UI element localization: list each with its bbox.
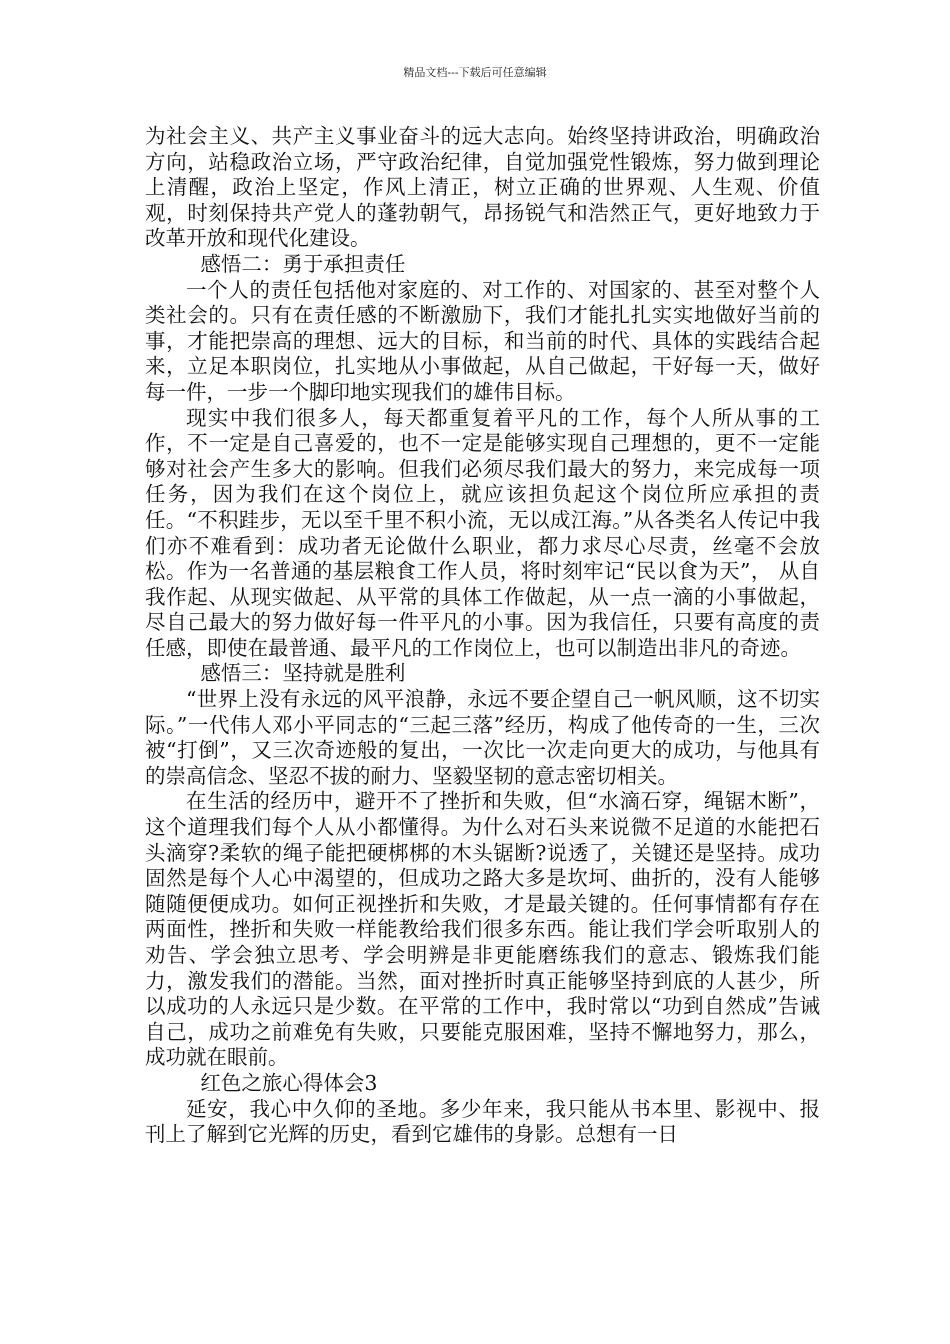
paragraph: 在生活的经历中，避开不了挫折和失败，但“水滴石穿，绳锯木断”，这个道理我们每个人从小都懂得。为什么对石头来说微不足道的水能把石头滴穿?柔软的绳子能把硬梆梆的木头锯断?说透了，关键还是坚持。成功固然是每个人心中渴望的，但成功之路大多是坎坷、曲折的，没有人能够随随便便成功。如何正视挫折和失败，才是最关键的。任何事情都有存在两面性，挫折和失败一样能教给我们很多东西。能让我们学会听取别人的劝告、学会独立思考、学会明辨是非更能磨练我们的意志、锻炼我们能力，激发我们的潜能。当然，面对挫折时真正能够坚持到底的人甚少，所以成功的人永远只是少数。在平常的工作中，我时常以“功到自然成”告诫自己，成功之前难免有失败，只要能克服困难，坚持不懈地努力，那么，成功就在眼前。 — [145, 789, 820, 1070]
paragraph: 为社会主义、共产主义事业奋斗的远大志向。始终坚持讲政治，明确政治方向，站稳政治立场，严守政治纪律，自觉加强党性锻炼，努力做到理论上清醒，政治上坚定，作风上清正，树立正确的世界观、人生观、价值观，时刻保持共产党人的蓬勃朝气，昂扬锐气和浩然正气，更好地致力于改革开放和现代化建设。 — [145, 124, 820, 251]
paragraph: 延安，我心中久仰的圣地。多少年来，我只能从书本里、影视中、报刊上了解到它光辉的历史，看到它雄伟的身影。总想有一日 — [145, 1096, 820, 1147]
paragraph: 现实中我们很多人，每天都重复着平凡的工作，每个人所从事的工作，不一定是自己喜爱的，也不一定是能够实现自己理想的，更不一定能够对社会产生多大的影响。但我们必须尽我们最大的努力，来完成每一项任务，因为我们在这个岗位上，就应该担负起这个岗位所应承担的责任。“不积跬步，无以至千里不积小流，无以成江海。”从各类名人传记中我们亦不难看到：成功者无论做什么职业，都力求尽心尽责，丝毫不会放松。作为一名普通的基层粮食工作人员，将时刻牢记“民以食为天”， 从自我作起、从现实做起、从平常的具体工作做起，从一点一滴的小事做起，尽自己最大的努力做好每一件平凡的小事。因为我信任，只要有高度的责任感，即使在最普通、最平凡的工作岗位上，也可以制造出非凡的奇迹。 — [145, 405, 820, 660]
section-heading: 红色之旅心得体会3 — [200, 1070, 378, 1095]
paragraph: “世界上没有永远的风平浪静，永远不要企望自己一帆风顺，这不切实际。”一代伟人邓小平同志的“三起三落”经历，构成了他传奇的一生，三次被“打倒”，又三次奇迹般的复出，一次比一次走向更大的成功，与他具有的崇高信念、坚忍不拔的耐力、坚毅坚韧的意志密切相关。 — [145, 687, 820, 788]
section-heading: 感悟三：坚持就是胜利 — [200, 661, 406, 686]
paragraph: 一个人的责任包括他对家庭的、对工作的、对国家的、甚至对整个人类社会的。只有在责任感的不断激励下，我们才能扎扎实实地做好当前的事，才能把崇高的理想、远大的目标，和当前的时代、具体的实践结合起来，立足本职岗位，扎实地从小事做起，从自己做起，干好每一天，做好每一件，一步一个脚印地实现我们的雄伟目标。 — [145, 277, 820, 404]
document-body — [145, 124, 820, 1148]
section-heading: 感悟二：勇于承担责任 — [200, 251, 406, 276]
page-header: 精品文档---下载后可任意编辑 — [403, 66, 547, 79]
